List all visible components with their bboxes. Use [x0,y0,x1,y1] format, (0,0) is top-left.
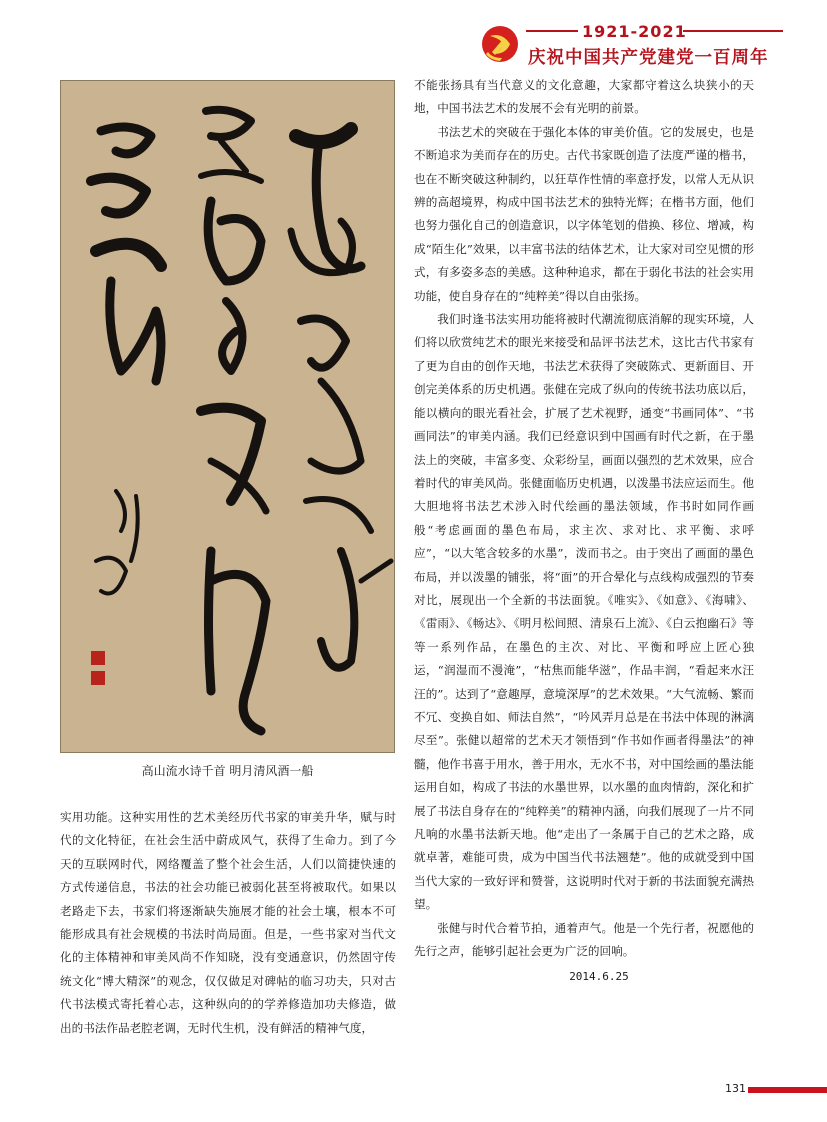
paragraph: 我们时逢书法实用功能将被时代潮流彻底消解的现实环境，人们将以欣赏纯艺术的眼光来接受和品评书法艺术，这比古代书家有了更为自由的创作天地，书法艺术获得了突破陈式、更新面目、开创完美体系的历史机遇。张健在完成了纵向的传统书法功底以后，能以横向的眼光看社会，扩展了艺术视野，通变“书画同体”、“书画同法”的审美内涵。我们已经意识到中国画有时代之新，在于墨法上的突破，丰富多变、众彩纷呈，画面以强烈的艺术效果，应合着时代的审美风尚。张健面临历史机遇，以泼墨书法应运而生。他大胆地将书法艺术涉入时代绘画的墨法领域，作书时如同作画般“考虑画面的墨色布局，求主次、求对比、求平衡、求呼应”，“以大笔含较多的水墨”，泼而书之。由于突出了画面的墨色布局，并以泼墨的铺张，将“面”的开合晕化与点线构成强烈的节奏对比，展现出一个全新的书法面貌。《唯实》、《如意》、《海啸》、《雷雨》、《畅达》、《明月松间照、清泉石上流》、《白云抱幽石》等等一系列作品，在墨色的主次、对比、平衡和呼应上匠心独运，“润湿而不漫淹”，“枯焦而能华滋”，作品丰润，“看起来水汪汪的”。达到了“意趣厚，意境深厚”的艺术效果。“大气流畅、繁而不冗、变换自如、师法自然”，“吟风弄月总是在书法中体现的淋漓尽至”。张健以超常的艺术天才领悟到“作书如作画者得墨法”的神髓，他作书喜于用水，善于用水，无水不书，对中国绘画的墨法能运用自如，构成了书法的水墨世界，以水墨的血肉情韵，深化和扩展了书法自身存在的“纯粹美”的精神内涵，向我们展现了一片不同凡响的水墨书法新天地。他“走出了一条属于自己的艺术之路，成就卓著，难能可贵，成为中国当代书法翘楚”。他的成就受到中国当代大家的一致好评和赞誉，这说明时代对于新的书法面貌充满热望。 [414,312,754,912]
right-column [414,74,754,989]
header-slogan: 庆祝中国共产党建党一百周年 [528,48,769,68]
paragraph: 张健与时代合着节拍，通着声气。他是一个先行者，祝愿他的先行之声，能够引起社会更为广泛的回响。 [414,920,754,959]
header-line-top [526,30,578,32]
page-number: 131 [725,1082,746,1095]
article-date: 2014.6.25 [569,970,629,984]
seal-stamp [91,671,105,685]
paragraph: 实用功能。这种实用性的艺术美经历代书家的审美升华，赋与时代的文化特征，在社会生活中蔚成风气，获得了生命力。到了今天的互联网时代，网络覆盖了整个社会生活，人们以简捷快速的方式传递信息，书法的社会功能已被弱化甚至将被取代。如果以老路走下去，书家们将逐渐缺失施展才能的社会土壤，根本不可能形成具有社会规模的书法时尚局面。但是，一些书家对当代文化的主体精神和审美风尚不作知晓，没有变通意识，仍然固守传统文化“博大精深”的观念，仅仅做足对碑帖的临习功夫，只对古代书法模式寄托着心志，这种纵向的的学养修造加功夫修造，做出的书法作品老腔老调，无时代生机，没有鲜活的精神气度， [60,810,396,1035]
calligraphy-strokes [61,81,395,753]
paragraph: 书法艺术的突破在于强化本体的审美价值。它的发展史，也是不断追求为美而存在的历史。古代书家既创造了法度严谨的楷书，也在不断突破这种制约，以狂草作性情的率意抒发，以常人无从识辨的高超境界，构成中国书法艺术的独特光辉；在楷书方面，他们也努力强化自己的创造意识，以字体笔划的借换、移位、增减，构成“陌生化”效果，以丰富书法的结体艺术，让大家对司空见惯的形式，有多姿多态的美感。这种种追求，都在于弱化书法的社会实用功能，使自身存在的“纯粹美”得以自由张扬。 [414,124,754,303]
left-column [60,806,396,1040]
footer-red-bar [748,1087,827,1093]
artwork-caption: 高山流水诗千首 明月清风酒一船 [141,764,314,778]
calligraphy-artwork-icon [60,80,395,753]
party-emblem-icon [480,24,520,64]
paragraph: 不能张扬具有当代意义的文化意趣，大家都守着这么块狭小的天地，中国书法艺术的发展不会有光明的前景。 [414,78,754,116]
page-header [478,20,808,70]
seal-stamp [91,651,105,665]
header-line-top [683,30,783,32]
header-years: 1921-2021 [582,22,687,41]
